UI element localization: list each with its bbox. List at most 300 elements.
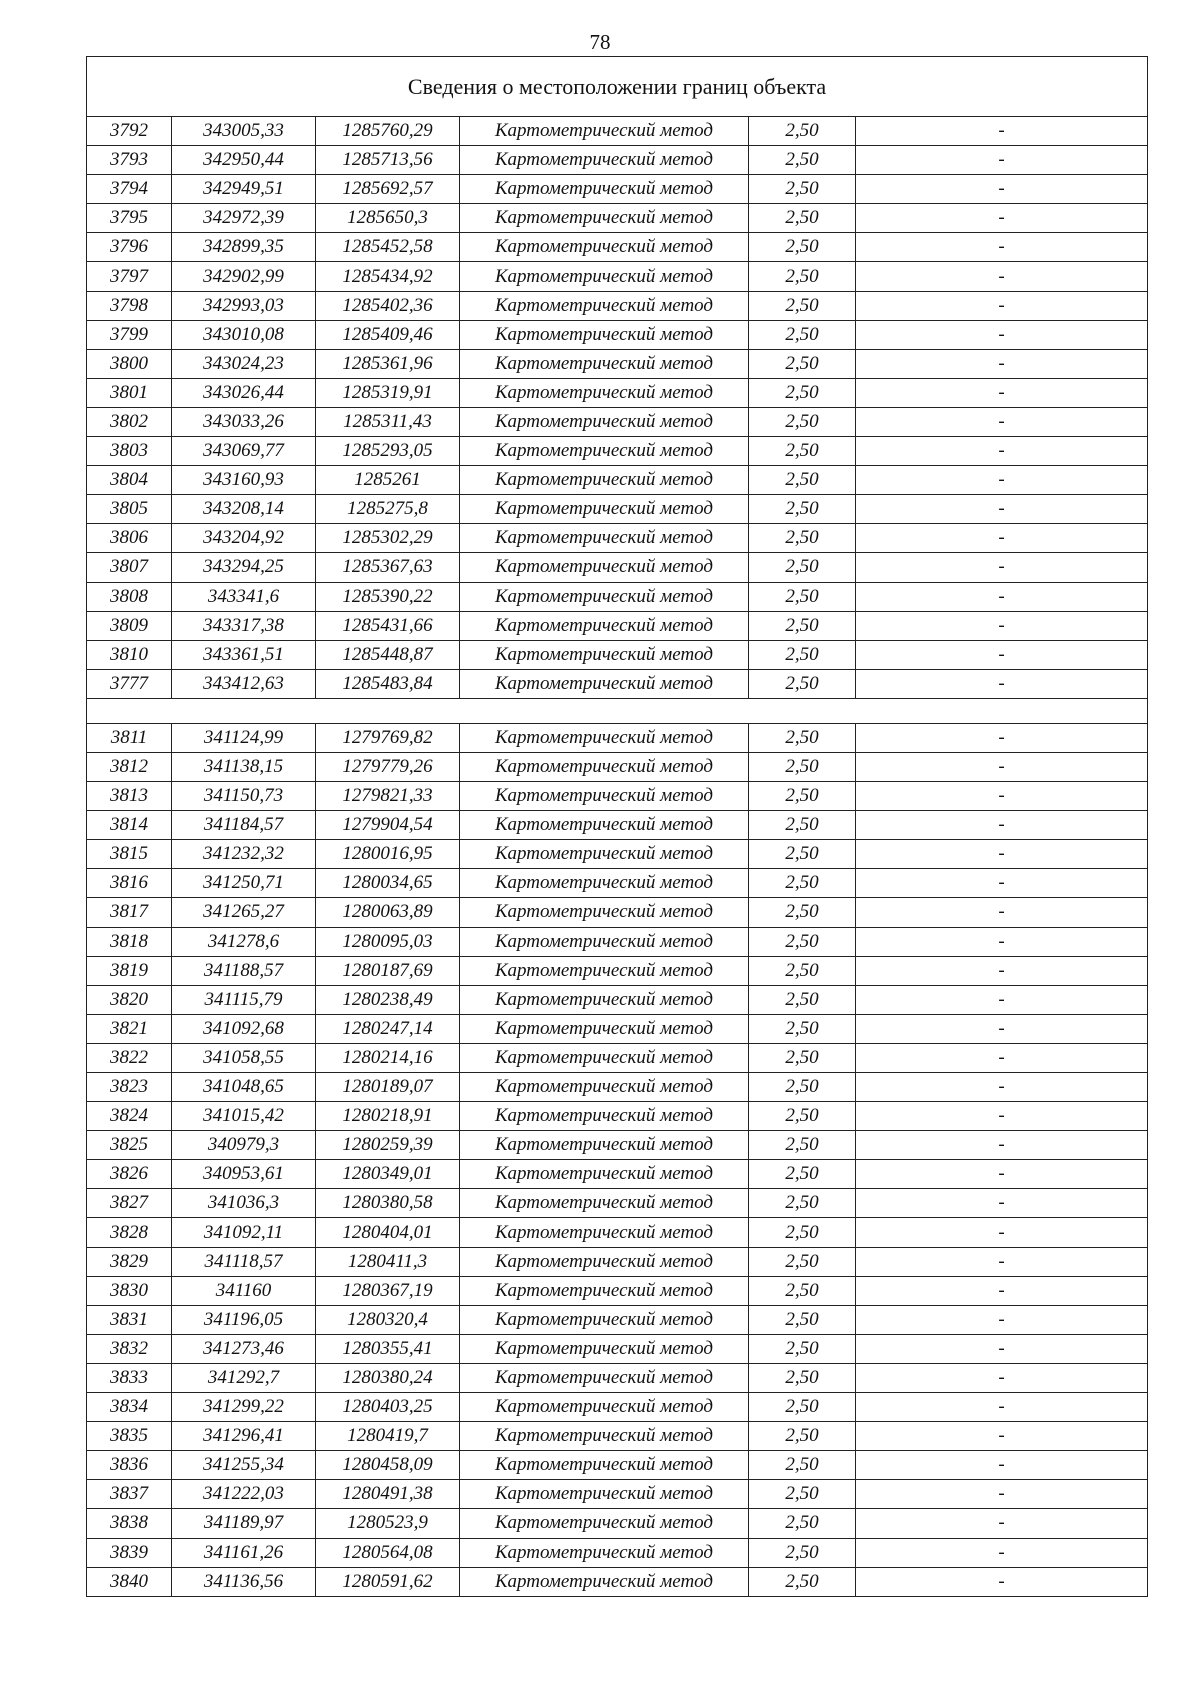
table-row [87, 378, 1148, 407]
method-cell: Картометрический метод [460, 640, 749, 669]
method-cell: Картометрический метод [460, 1131, 749, 1160]
y-coordinate-cell: 1285452,58 [316, 233, 460, 262]
accuracy-cell: 2,50 [749, 524, 856, 553]
accuracy-cell: 2,50 [749, 611, 856, 640]
x-coordinate-cell: 343208,14 [172, 495, 316, 524]
x-coordinate-cell: 341160 [172, 1276, 316, 1305]
point-number-cell: 3805 [87, 495, 172, 524]
description-cell: - [856, 553, 1148, 582]
y-coordinate-cell: 1280491,38 [316, 1480, 460, 1509]
table-row [87, 1567, 1148, 1596]
table-caption-row [87, 57, 1148, 117]
point-number-cell: 3800 [87, 349, 172, 378]
accuracy-cell: 2,50 [749, 811, 856, 840]
x-coordinate-cell: 341138,15 [172, 752, 316, 781]
accuracy-cell: 2,50 [749, 146, 856, 175]
x-coordinate-cell: 342950,44 [172, 146, 316, 175]
x-coordinate-cell: 342949,51 [172, 175, 316, 204]
method-cell: Картометрический метод [460, 1218, 749, 1247]
y-coordinate-cell: 1285650,3 [316, 204, 460, 233]
table-row [87, 752, 1148, 781]
accuracy-cell: 2,50 [749, 1276, 856, 1305]
y-coordinate-cell: 1279821,33 [316, 782, 460, 811]
y-coordinate-cell: 1280034,65 [316, 869, 460, 898]
method-cell: Картометрический метод [460, 553, 749, 582]
y-coordinate-cell: 1285483,84 [316, 669, 460, 698]
description-cell: - [856, 1189, 1148, 1218]
accuracy-cell: 2,50 [749, 553, 856, 582]
x-coordinate-cell: 341296,41 [172, 1422, 316, 1451]
accuracy-cell: 2,50 [749, 640, 856, 669]
accuracy-cell: 2,50 [749, 1043, 856, 1072]
method-cell: Картометрический метод [460, 752, 749, 781]
accuracy-cell: 2,50 [749, 1131, 856, 1160]
x-coordinate-cell: 341161,26 [172, 1538, 316, 1567]
accuracy-cell: 2,50 [749, 378, 856, 407]
method-cell: Картометрический метод [460, 927, 749, 956]
y-coordinate-cell: 1280411,3 [316, 1247, 460, 1276]
accuracy-cell: 2,50 [749, 669, 856, 698]
method-cell: Картометрический метод [460, 1189, 749, 1218]
y-coordinate-cell: 1280247,14 [316, 1014, 460, 1043]
point-number-cell: 3809 [87, 611, 172, 640]
method-cell: Картометрический метод [460, 378, 749, 407]
x-coordinate-cell: 343412,63 [172, 669, 316, 698]
point-number-cell: 3792 [87, 117, 172, 146]
description-cell: - [856, 291, 1148, 320]
description-cell: - [856, 146, 1148, 175]
accuracy-cell: 2,50 [749, 407, 856, 436]
y-coordinate-cell: 1280238,49 [316, 985, 460, 1014]
y-coordinate-cell: 1280419,7 [316, 1422, 460, 1451]
method-cell: Картометрический метод [460, 669, 749, 698]
x-coordinate-cell: 342972,39 [172, 204, 316, 233]
point-number-cell: 3794 [87, 175, 172, 204]
x-coordinate-cell: 341299,22 [172, 1393, 316, 1422]
table-row [87, 1538, 1148, 1567]
y-coordinate-cell: 1285713,56 [316, 146, 460, 175]
method-cell: Картометрический метод [460, 349, 749, 378]
point-number-cell: 3819 [87, 956, 172, 985]
x-coordinate-cell: 341222,03 [172, 1480, 316, 1509]
method-cell: Картометрический метод [460, 611, 749, 640]
x-coordinate-cell: 341189,97 [172, 1509, 316, 1538]
method-cell: Картометрический метод [460, 869, 749, 898]
accuracy-cell: 2,50 [749, 956, 856, 985]
accuracy-cell: 2,50 [749, 291, 856, 320]
point-number-cell: 3829 [87, 1247, 172, 1276]
y-coordinate-cell: 1280355,41 [316, 1334, 460, 1363]
description-cell: - [856, 1014, 1148, 1043]
x-coordinate-cell: 341048,65 [172, 1073, 316, 1102]
table-row [87, 640, 1148, 669]
table-row [87, 956, 1148, 985]
x-coordinate-cell: 343026,44 [172, 378, 316, 407]
accuracy-cell: 2,50 [749, 1538, 856, 1567]
method-cell: Картометрический метод [460, 175, 749, 204]
accuracy-cell: 2,50 [749, 1218, 856, 1247]
point-number-cell: 3799 [87, 320, 172, 349]
table-row [87, 262, 1148, 291]
point-number-cell: 3797 [87, 262, 172, 291]
description-cell: - [856, 1073, 1148, 1102]
y-coordinate-cell: 1280523,9 [316, 1509, 460, 1538]
point-number-cell: 3821 [87, 1014, 172, 1043]
table-row [87, 1451, 1148, 1480]
x-coordinate-cell: 342902,99 [172, 262, 316, 291]
description-cell: - [856, 1247, 1148, 1276]
table-row [87, 1014, 1148, 1043]
description-cell: - [856, 956, 1148, 985]
y-coordinate-cell: 1285311,43 [316, 407, 460, 436]
x-coordinate-cell: 341292,7 [172, 1363, 316, 1392]
accuracy-cell: 2,50 [749, 495, 856, 524]
table-row [87, 840, 1148, 869]
description-cell: - [856, 1160, 1148, 1189]
x-coordinate-cell: 343204,92 [172, 524, 316, 553]
description-cell: - [856, 1538, 1148, 1567]
y-coordinate-cell: 1285431,66 [316, 611, 460, 640]
x-coordinate-cell: 343294,25 [172, 553, 316, 582]
table-row [87, 407, 1148, 436]
method-cell: Картометрический метод [460, 811, 749, 840]
x-coordinate-cell: 341124,99 [172, 723, 316, 752]
point-number-cell: 3822 [87, 1043, 172, 1072]
point-number-cell: 3801 [87, 378, 172, 407]
table-row [87, 1276, 1148, 1305]
description-cell: - [856, 204, 1148, 233]
y-coordinate-cell: 1280016,95 [316, 840, 460, 869]
method-cell: Картометрический метод [460, 1451, 749, 1480]
point-number-cell: 3817 [87, 898, 172, 927]
x-coordinate-cell: 341184,57 [172, 811, 316, 840]
method-cell: Картометрический метод [460, 1043, 749, 1072]
method-cell: Картометрический метод [460, 1363, 749, 1392]
point-number-cell: 3828 [87, 1218, 172, 1247]
description-cell: - [856, 723, 1148, 752]
table-row [87, 1131, 1148, 1160]
x-coordinate-cell: 341232,32 [172, 840, 316, 869]
x-coordinate-cell: 341118,57 [172, 1247, 316, 1276]
point-number-cell: 3813 [87, 782, 172, 811]
method-cell: Картометрический метод [460, 1334, 749, 1363]
x-coordinate-cell: 341273,46 [172, 1334, 316, 1363]
accuracy-cell: 2,50 [749, 840, 856, 869]
description-cell: - [856, 1276, 1148, 1305]
table-row [87, 233, 1148, 262]
point-number-cell: 3793 [87, 146, 172, 175]
point-number-cell: 3836 [87, 1451, 172, 1480]
table-row [87, 1073, 1148, 1102]
point-number-cell: 3833 [87, 1363, 172, 1392]
x-coordinate-cell: 343005,33 [172, 117, 316, 146]
table-row [87, 1102, 1148, 1131]
description-cell: - [856, 407, 1148, 436]
x-coordinate-cell: 341250,71 [172, 869, 316, 898]
y-coordinate-cell: 1285409,46 [316, 320, 460, 349]
x-coordinate-cell: 343069,77 [172, 437, 316, 466]
y-coordinate-cell: 1279769,82 [316, 723, 460, 752]
accuracy-cell: 2,50 [749, 117, 856, 146]
x-coordinate-cell: 341036,3 [172, 1189, 316, 1218]
y-coordinate-cell: 1279904,54 [316, 811, 460, 840]
point-number-cell: 3824 [87, 1102, 172, 1131]
description-cell: - [856, 669, 1148, 698]
description-cell: - [856, 752, 1148, 781]
table-row [87, 1247, 1148, 1276]
table-row [87, 611, 1148, 640]
description-cell: - [856, 1363, 1148, 1392]
y-coordinate-cell: 1285402,36 [316, 291, 460, 320]
x-coordinate-cell: 343033,26 [172, 407, 316, 436]
description-cell: - [856, 611, 1148, 640]
table-row [87, 582, 1148, 611]
point-number-cell: 3838 [87, 1509, 172, 1538]
description-cell: - [856, 1334, 1148, 1363]
page-number: 78 [589, 30, 611, 54]
group-separator-row [87, 698, 1148, 723]
point-number-cell: 3803 [87, 437, 172, 466]
table-row [87, 1363, 1148, 1392]
accuracy-cell: 2,50 [749, 1422, 856, 1451]
x-coordinate-cell: 343341,6 [172, 582, 316, 611]
description-cell: - [856, 869, 1148, 898]
accuracy-cell: 2,50 [749, 466, 856, 495]
method-cell: Картометрический метод [460, 320, 749, 349]
table-row [87, 204, 1148, 233]
point-number-cell: 3816 [87, 869, 172, 898]
accuracy-cell: 2,50 [749, 723, 856, 752]
table-row [87, 985, 1148, 1014]
method-cell: Картометрический метод [460, 1073, 749, 1102]
point-number-cell: 3835 [87, 1422, 172, 1451]
description-cell: - [856, 640, 1148, 669]
method-cell: Картометрический метод [460, 1509, 749, 1538]
table-row [87, 437, 1148, 466]
method-cell: Картометрический метод [460, 1276, 749, 1305]
x-coordinate-cell: 341092,68 [172, 1014, 316, 1043]
description-cell: - [856, 117, 1148, 146]
point-number-cell: 3811 [87, 723, 172, 752]
method-cell: Картометрический метод [460, 437, 749, 466]
table-row [87, 723, 1148, 752]
y-coordinate-cell: 1285760,29 [316, 117, 460, 146]
method-cell: Картометрический метод [460, 495, 749, 524]
description-cell: - [856, 262, 1148, 291]
group-separator [87, 698, 1148, 723]
description-cell: - [856, 1131, 1148, 1160]
x-coordinate-cell: 341115,79 [172, 985, 316, 1014]
point-number-cell: 3812 [87, 752, 172, 781]
point-number-cell: 3795 [87, 204, 172, 233]
description-cell: - [856, 811, 1148, 840]
y-coordinate-cell: 1280259,39 [316, 1131, 460, 1160]
method-cell: Картометрический метод [460, 1538, 749, 1567]
description-cell: - [856, 1567, 1148, 1596]
y-coordinate-cell: 1280187,69 [316, 956, 460, 985]
method-cell: Картометрический метод [460, 898, 749, 927]
point-number-cell: 3802 [87, 407, 172, 436]
accuracy-cell: 2,50 [749, 1247, 856, 1276]
x-coordinate-cell: 341255,34 [172, 1451, 316, 1480]
point-number-cell: 3815 [87, 840, 172, 869]
description-cell: - [856, 1422, 1148, 1451]
point-number-cell: 3818 [87, 927, 172, 956]
y-coordinate-cell: 1285319,91 [316, 378, 460, 407]
point-number-cell: 3832 [87, 1334, 172, 1363]
accuracy-cell: 2,50 [749, 204, 856, 233]
y-coordinate-cell: 1280063,89 [316, 898, 460, 927]
method-cell: Картометрический метод [460, 985, 749, 1014]
x-coordinate-cell: 342899,35 [172, 233, 316, 262]
point-number-cell: 3777 [87, 669, 172, 698]
x-coordinate-cell: 343024,23 [172, 349, 316, 378]
method-cell: Картометрический метод [460, 840, 749, 869]
description-cell: - [856, 349, 1148, 378]
x-coordinate-cell: 343160,93 [172, 466, 316, 495]
accuracy-cell: 2,50 [749, 437, 856, 466]
description-cell: - [856, 1480, 1148, 1509]
accuracy-cell: 2,50 [749, 1305, 856, 1334]
y-coordinate-cell: 1285261 [316, 466, 460, 495]
y-coordinate-cell: 1280591,62 [316, 1567, 460, 1596]
accuracy-cell: 2,50 [749, 175, 856, 204]
method-cell: Картометрический метод [460, 1393, 749, 1422]
description-cell: - [856, 524, 1148, 553]
accuracy-cell: 2,50 [749, 1363, 856, 1392]
table-row [87, 1509, 1148, 1538]
description-cell: - [856, 495, 1148, 524]
x-coordinate-cell: 340979,3 [172, 1131, 316, 1160]
y-coordinate-cell: 1280189,07 [316, 1073, 460, 1102]
y-coordinate-cell: 1280380,58 [316, 1189, 460, 1218]
x-coordinate-cell: 341092,11 [172, 1218, 316, 1247]
y-coordinate-cell: 1279779,26 [316, 752, 460, 781]
description-cell: - [856, 175, 1148, 204]
description-cell: - [856, 985, 1148, 1014]
point-number-cell: 3807 [87, 553, 172, 582]
method-cell: Картометрический метод [460, 1567, 749, 1596]
description-cell: - [856, 378, 1148, 407]
x-coordinate-cell: 343317,38 [172, 611, 316, 640]
method-cell: Картометрический метод [460, 782, 749, 811]
accuracy-cell: 2,50 [749, 869, 856, 898]
accuracy-cell: 2,50 [749, 752, 856, 781]
point-number-cell: 3840 [87, 1567, 172, 1596]
table-row [87, 1189, 1148, 1218]
table-row [87, 291, 1148, 320]
x-coordinate-cell: 343361,51 [172, 640, 316, 669]
y-coordinate-cell: 1285275,8 [316, 495, 460, 524]
description-cell: - [856, 466, 1148, 495]
accuracy-cell: 2,50 [749, 262, 856, 291]
method-cell: Картометрический метод [460, 407, 749, 436]
point-number-cell: 3820 [87, 985, 172, 1014]
method-cell: Картометрический метод [460, 1102, 749, 1131]
table-row [87, 466, 1148, 495]
description-cell: - [856, 927, 1148, 956]
table-row [87, 1334, 1148, 1363]
point-number-cell: 3798 [87, 291, 172, 320]
accuracy-cell: 2,50 [749, 320, 856, 349]
description-cell: - [856, 1043, 1148, 1072]
method-cell: Картометрический метод [460, 117, 749, 146]
y-coordinate-cell: 1280320,4 [316, 1305, 460, 1334]
point-number-cell: 3823 [87, 1073, 172, 1102]
description-cell: - [856, 1305, 1148, 1334]
accuracy-cell: 2,50 [749, 927, 856, 956]
accuracy-cell: 2,50 [749, 985, 856, 1014]
description-cell: - [856, 840, 1148, 869]
y-coordinate-cell: 1280095,03 [316, 927, 460, 956]
y-coordinate-cell: 1280458,09 [316, 1451, 460, 1480]
table-row [87, 117, 1148, 146]
table-row [87, 524, 1148, 553]
accuracy-cell: 2,50 [749, 582, 856, 611]
accuracy-cell: 2,50 [749, 782, 856, 811]
point-number-cell: 3827 [87, 1189, 172, 1218]
x-coordinate-cell: 340953,61 [172, 1160, 316, 1189]
method-cell: Картометрический метод [460, 204, 749, 233]
y-coordinate-cell: 1280214,16 [316, 1043, 460, 1072]
point-number-cell: 3796 [87, 233, 172, 262]
method-cell: Картометрический метод [460, 524, 749, 553]
table-row [87, 669, 1148, 698]
table-row [87, 495, 1148, 524]
table-row [87, 175, 1148, 204]
method-cell: Картометрический метод [460, 723, 749, 752]
x-coordinate-cell: 341196,05 [172, 1305, 316, 1334]
method-cell: Картометрический метод [460, 1480, 749, 1509]
y-coordinate-cell: 1280403,25 [316, 1393, 460, 1422]
table-caption: Сведения о местоположении границ объекта [87, 57, 1148, 117]
description-cell: - [856, 437, 1148, 466]
point-number-cell: 3831 [87, 1305, 172, 1334]
method-cell: Картометрический метод [460, 1247, 749, 1276]
point-number-cell: 3826 [87, 1160, 172, 1189]
accuracy-cell: 2,50 [749, 1334, 856, 1363]
table-row [87, 782, 1148, 811]
table-row [87, 1393, 1148, 1422]
x-coordinate-cell: 341278,6 [172, 927, 316, 956]
method-cell: Картометрический метод [460, 1160, 749, 1189]
point-number-cell: 3814 [87, 811, 172, 840]
point-number-cell: 3834 [87, 1393, 172, 1422]
y-coordinate-cell: 1280564,08 [316, 1538, 460, 1567]
accuracy-cell: 2,50 [749, 1189, 856, 1218]
boundary-coordinates-table [86, 56, 1148, 1597]
accuracy-cell: 2,50 [749, 1160, 856, 1189]
method-cell: Картометрический метод [460, 956, 749, 985]
y-coordinate-cell: 1285692,57 [316, 175, 460, 204]
table-row [87, 1480, 1148, 1509]
accuracy-cell: 2,50 [749, 1073, 856, 1102]
accuracy-cell: 2,50 [749, 1451, 856, 1480]
description-cell: - [856, 1509, 1148, 1538]
accuracy-cell: 2,50 [749, 898, 856, 927]
accuracy-cell: 2,50 [749, 1102, 856, 1131]
table-row [87, 553, 1148, 582]
table-row [87, 1043, 1148, 1072]
x-coordinate-cell: 341058,55 [172, 1043, 316, 1072]
accuracy-cell: 2,50 [749, 1393, 856, 1422]
y-coordinate-cell: 1285390,22 [316, 582, 460, 611]
y-coordinate-cell: 1280367,19 [316, 1276, 460, 1305]
table-row [87, 869, 1148, 898]
x-coordinate-cell: 341136,56 [172, 1567, 316, 1596]
description-cell: - [856, 582, 1148, 611]
description-cell: - [856, 898, 1148, 927]
